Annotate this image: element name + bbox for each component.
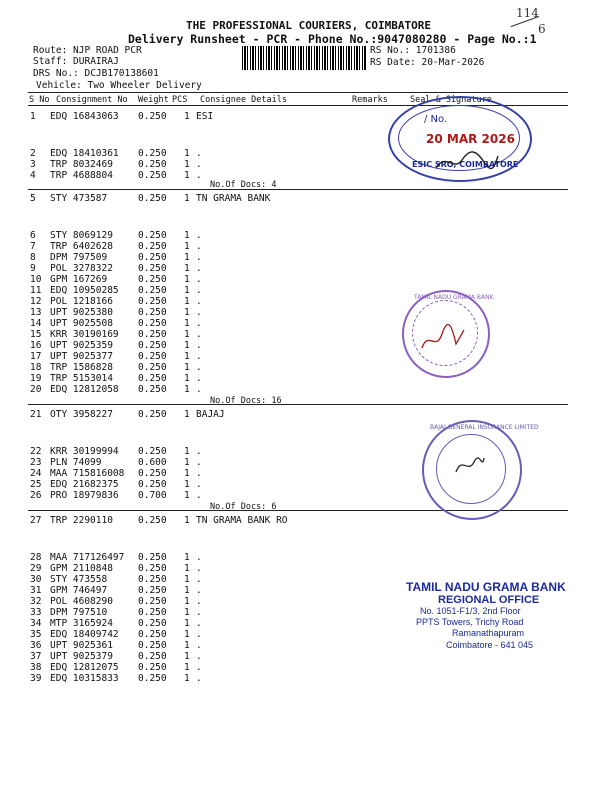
row-consignee-details: .: [196, 351, 202, 362]
row-pieces: 1: [184, 640, 190, 651]
row-serial-number: 30: [30, 574, 42, 585]
row-consignment-number: STY 473587: [50, 193, 108, 204]
row-pieces: 1: [184, 340, 190, 351]
esi-stamp-text: ESIC SRO, COIMBATORE: [412, 160, 519, 169]
row-serial-number: 12: [30, 296, 42, 307]
row-consignee-details: .: [196, 274, 202, 285]
vehicle-label: Vehicle: Two Wheeler Delivery: [36, 80, 202, 91]
row-pieces: 1: [184, 384, 190, 395]
col-consignee-details: Consignee Details: [200, 95, 287, 105]
header-top-rule: [28, 92, 568, 93]
row-pieces: 1: [184, 574, 190, 585]
row-pieces: 1: [184, 318, 190, 329]
row-consignee-details: .: [196, 307, 202, 318]
row-consignee-details: .: [196, 457, 202, 468]
docs-count: No.Of Docs: 4: [210, 180, 277, 190]
row-consignment-number: EDQ 16843063: [50, 111, 119, 122]
row-consignee-details: .: [196, 479, 202, 490]
row-consignment-number: UPT 9025379: [50, 651, 113, 662]
col-sno: S No: [29, 95, 50, 105]
row-consignment-number: DPM 797509: [50, 252, 108, 263]
row-consignee-details: .: [196, 563, 202, 574]
row-serial-number: 18: [30, 362, 42, 373]
row-pieces: 1: [184, 296, 190, 307]
row-serial-number: 10: [30, 274, 42, 285]
row-weight: 0.250: [138, 446, 167, 457]
row-consignee-details: TN GRAMA BANK RO: [196, 515, 288, 526]
row-serial-number: 17: [30, 351, 42, 362]
row-consignment-number: MAA 715816008: [50, 468, 125, 479]
row-pieces: 1: [184, 651, 190, 662]
row-weight: 0.250: [138, 596, 167, 607]
row-weight: 0.250: [138, 307, 167, 318]
row-serial-number: 31: [30, 585, 42, 596]
row-consignment-number: EDQ 12812058: [50, 384, 119, 395]
row-weight: 0.250: [138, 340, 167, 351]
row-serial-number: 4: [30, 170, 36, 181]
row-serial-number: 28: [30, 552, 42, 563]
row-consignee-details: .: [196, 607, 202, 618]
docs-count: No.Of Docs: 6: [210, 502, 277, 512]
staff-label: Staff: DURAIRAJ: [33, 56, 119, 67]
row-pieces: 1: [184, 673, 190, 684]
row-consignment-number: EDQ 12812075: [50, 662, 119, 673]
handwritten-page-total: 6: [538, 22, 546, 36]
row-weight: 0.250: [138, 362, 167, 373]
row-consignee-details: .: [196, 373, 202, 384]
row-serial-number: 35: [30, 629, 42, 640]
row-weight: 0.250: [138, 241, 167, 252]
row-consignment-number: PRO 18979836: [50, 490, 119, 501]
row-consignee-details: .: [196, 159, 202, 170]
row-consignment-number: TRP 1586828: [50, 362, 113, 373]
row-consignee-details: .: [196, 490, 202, 501]
row-consignee-details: .: [196, 340, 202, 351]
col-pcs: PCS: [172, 95, 188, 105]
row-serial-number: 1: [30, 111, 36, 122]
row-pieces: 1: [184, 111, 190, 122]
col-consignment: Consignment No: [56, 95, 128, 105]
row-weight: 0.250: [138, 673, 167, 684]
row-consignment-number: TRP 2290110: [50, 515, 113, 526]
row-consignee-details: .: [196, 651, 202, 662]
bank-stamp-address-3: Ramanathapuram: [452, 628, 525, 638]
row-consignee-details: TN GRAMA BANK: [196, 193, 271, 204]
row-consignment-number: EDQ 10315833: [50, 673, 119, 684]
row-consignment-number: POL 3278322: [50, 263, 113, 274]
barcode: [242, 46, 366, 70]
company-name: THE PROFESSIONAL COURIERS, COIMBATORE: [186, 19, 432, 32]
row-serial-number: 19: [30, 373, 42, 384]
row-pieces: 1: [184, 148, 190, 159]
row-consignment-number: UPT 9025359: [50, 340, 113, 351]
row-pieces: 1: [184, 479, 190, 490]
row-pieces: 1: [184, 468, 190, 479]
row-consignment-number: EDQ 21682375: [50, 479, 119, 490]
row-pieces: 1: [184, 274, 190, 285]
row-consignee-details: .: [196, 296, 202, 307]
row-pieces: 1: [184, 563, 190, 574]
row-serial-number: 33: [30, 607, 42, 618]
row-weight: 0.250: [138, 574, 167, 585]
row-consignment-number: TRP 4688804: [50, 170, 113, 181]
row-consignment-number: POL 4608290: [50, 596, 113, 607]
runsheet-title: Delivery Runsheet - PCR - Phone No.:9047080280 - Page No.:1: [128, 32, 537, 46]
row-consignee-details: .: [196, 662, 202, 673]
row-consignee-details: .: [196, 329, 202, 340]
row-consignment-number: EDQ 18410361: [50, 148, 119, 159]
rs-number: RS No.: 1701386: [370, 45, 456, 56]
row-consignment-number: MAA 717126497: [50, 552, 125, 563]
row-consignee-details: .: [196, 148, 202, 159]
row-weight: 0.250: [138, 148, 167, 159]
handwritten-page-number: 114: [516, 6, 539, 20]
row-pieces: 1: [184, 662, 190, 673]
row-serial-number: 13: [30, 307, 42, 318]
row-consignee-details: .: [196, 640, 202, 651]
esi-stamp-date: 20 MAR 2026: [426, 132, 515, 146]
row-weight: 0.250: [138, 479, 167, 490]
row-consignment-number: GPM 746497: [50, 585, 108, 596]
row-weight: 0.250: [138, 329, 167, 340]
row-pieces: 1: [184, 351, 190, 362]
row-consignee-details: .: [196, 468, 202, 479]
row-consignee-details: .: [196, 263, 202, 274]
row-consignee-details: .: [196, 384, 202, 395]
row-consignment-number: UPT 9025377: [50, 351, 113, 362]
bank-stamp-address-4: Coimbatore - 641 045: [446, 640, 534, 650]
bank-stamp-address-2: PPTS Towers, Trichy Road: [416, 617, 524, 627]
row-consignment-number: UPT 9025361: [50, 640, 113, 651]
row-pieces: 1: [184, 515, 190, 526]
row-consignment-number: MTP 3165924: [50, 618, 113, 629]
row-weight: 0.250: [138, 515, 167, 526]
group-separator: [28, 189, 568, 190]
row-serial-number: 5: [30, 193, 36, 204]
row-consignment-number: UPT 9025380: [50, 307, 113, 318]
bajaj-signature: [452, 452, 488, 478]
row-serial-number: 7: [30, 241, 36, 252]
row-pieces: 1: [184, 607, 190, 618]
row-consignment-number: TRP 5153014: [50, 373, 113, 384]
row-serial-number: 24: [30, 468, 42, 479]
row-weight: 0.250: [138, 193, 167, 204]
row-serial-number: 37: [30, 651, 42, 662]
row-consignee-details: .: [196, 446, 202, 457]
col-remarks: Remarks: [352, 95, 388, 105]
row-consignment-number: DPM 797510: [50, 607, 108, 618]
row-weight: 0.250: [138, 230, 167, 241]
row-weight: 0.250: [138, 351, 167, 362]
row-weight: 0.250: [138, 170, 167, 181]
drs-label: DRS No.: DCJB170138601: [33, 68, 159, 79]
col-weight: Weight: [138, 95, 169, 105]
row-weight: 0.700: [138, 490, 167, 501]
row-serial-number: 3: [30, 159, 36, 170]
bank-stamp-office: REGIONAL OFFICE: [438, 594, 540, 606]
bank-stamp-address-1: No. 1051-F1/3, 2nd Floor: [420, 606, 521, 616]
row-consignee-details: .: [196, 585, 202, 596]
row-consignment-number: OTY 3958227: [50, 409, 113, 420]
row-consignee-details: .: [196, 362, 202, 373]
row-pieces: 1: [184, 596, 190, 607]
row-serial-number: 39: [30, 673, 42, 684]
row-consignment-number: UPT 9025508: [50, 318, 113, 329]
row-weight: 0.250: [138, 563, 167, 574]
row-consignee-details: .: [196, 552, 202, 563]
row-pieces: 1: [184, 329, 190, 340]
row-consignee-details: BAJAJ: [196, 409, 225, 420]
row-serial-number: 20: [30, 384, 42, 395]
row-serial-number: 21: [30, 409, 42, 420]
row-consignee-details: .: [196, 596, 202, 607]
row-serial-number: 25: [30, 479, 42, 490]
row-weight: 0.600: [138, 457, 167, 468]
row-pieces: 1: [184, 457, 190, 468]
row-consignee-details: .: [196, 241, 202, 252]
row-pieces: 1: [184, 159, 190, 170]
row-consignment-number: GPM 167269: [50, 274, 108, 285]
row-weight: 0.250: [138, 384, 167, 395]
row-pieces: 1: [184, 193, 190, 204]
row-pieces: 1: [184, 373, 190, 384]
row-serial-number: 15: [30, 329, 42, 340]
row-consignment-number: TRP 6402628: [50, 241, 113, 252]
row-pieces: 1: [184, 585, 190, 596]
row-consignment-number: STY 8069129: [50, 230, 113, 241]
row-pieces: 1: [184, 362, 190, 373]
row-consignment-number: KRR 30199994: [50, 446, 119, 457]
row-consignment-number: STY 473558: [50, 574, 108, 585]
row-weight: 0.250: [138, 618, 167, 629]
row-serial-number: 23: [30, 457, 42, 468]
row-consignee-details: .: [196, 285, 202, 296]
group-separator: [28, 404, 568, 405]
row-weight: 0.250: [138, 607, 167, 618]
docs-count: No.Of Docs: 16: [210, 396, 282, 406]
row-weight: 0.250: [138, 585, 167, 596]
row-consignment-number: KRR 30190169: [50, 329, 119, 340]
row-weight: 0.250: [138, 263, 167, 274]
row-pieces: 1: [184, 263, 190, 274]
row-pieces: 1: [184, 241, 190, 252]
row-consignment-number: GPM 2110848: [50, 563, 113, 574]
row-serial-number: 22: [30, 446, 42, 457]
row-serial-number: 2: [30, 148, 36, 159]
row-consignment-number: EDQ 18409742: [50, 629, 119, 640]
row-weight: 0.250: [138, 274, 167, 285]
row-serial-number: 34: [30, 618, 42, 629]
row-serial-number: 6: [30, 230, 36, 241]
row-consignment-number: EDQ 10950285: [50, 285, 119, 296]
row-pieces: 1: [184, 446, 190, 457]
row-consignment-number: POL 1218166: [50, 296, 113, 307]
row-consignee-details: .: [196, 170, 202, 181]
row-serial-number: 36: [30, 640, 42, 651]
row-pieces: 1: [184, 618, 190, 629]
tn-grama-bank-signature: [418, 322, 468, 356]
row-weight: 0.250: [138, 640, 167, 651]
esi-signature: [432, 146, 502, 176]
row-consignee-details: .: [196, 252, 202, 263]
row-weight: 0.250: [138, 629, 167, 640]
row-weight: 0.250: [138, 468, 167, 479]
row-consignee-details: ESI: [196, 111, 214, 122]
tn-grama-bank-ring-text: TAMIL NADU GRAMA BANK: [414, 294, 494, 301]
row-weight: 0.250: [138, 159, 167, 170]
row-serial-number: 27: [30, 515, 42, 526]
row-weight: 0.250: [138, 651, 167, 662]
row-pieces: 1: [184, 629, 190, 640]
esi-stamp-number: / No.: [424, 114, 448, 125]
col-seal-signature: Seal & Signature: [410, 95, 492, 105]
row-weight: 0.250: [138, 111, 167, 122]
row-consignee-details: .: [196, 318, 202, 329]
row-weight: 0.250: [138, 409, 167, 420]
row-consignee-details: .: [196, 230, 202, 241]
row-consignee-details: .: [196, 629, 202, 640]
row-pieces: 1: [184, 285, 190, 296]
row-weight: 0.250: [138, 373, 167, 384]
row-consignment-number: TRP 8032469: [50, 159, 113, 170]
row-pieces: 1: [184, 307, 190, 318]
row-weight: 0.250: [138, 285, 167, 296]
row-consignment-number: PLN 74099: [50, 457, 102, 468]
row-serial-number: 16: [30, 340, 42, 351]
row-serial-number: 32: [30, 596, 42, 607]
row-serial-number: 9: [30, 263, 36, 274]
row-serial-number: 8: [30, 252, 36, 263]
row-serial-number: 11: [30, 285, 42, 296]
row-pieces: 1: [184, 409, 190, 420]
row-serial-number: 26: [30, 490, 42, 501]
bank-stamp-name: TAMIL NADU GRAMA BANK: [406, 580, 566, 594]
row-consignee-details: .: [196, 618, 202, 629]
row-serial-number: 29: [30, 563, 42, 574]
row-pieces: 1: [184, 490, 190, 501]
row-pieces: 1: [184, 552, 190, 563]
route-label: Route: NJP ROAD PCR: [33, 45, 142, 56]
row-serial-number: 38: [30, 662, 42, 673]
row-pieces: 1: [184, 230, 190, 241]
row-weight: 0.250: [138, 552, 167, 563]
row-weight: 0.250: [138, 662, 167, 673]
row-consignee-details: .: [196, 574, 202, 585]
row-weight: 0.250: [138, 252, 167, 263]
bajaj-ring-text: BAJAJ GENERAL INSURANCE LIMITED: [430, 424, 539, 431]
row-consignee-details: .: [196, 673, 202, 684]
row-weight: 0.250: [138, 318, 167, 329]
row-pieces: 1: [184, 252, 190, 263]
row-serial-number: 14: [30, 318, 42, 329]
rs-date: RS Date: 20-Mar-2026: [370, 57, 485, 68]
row-weight: 0.250: [138, 296, 167, 307]
row-pieces: 1: [184, 170, 190, 181]
